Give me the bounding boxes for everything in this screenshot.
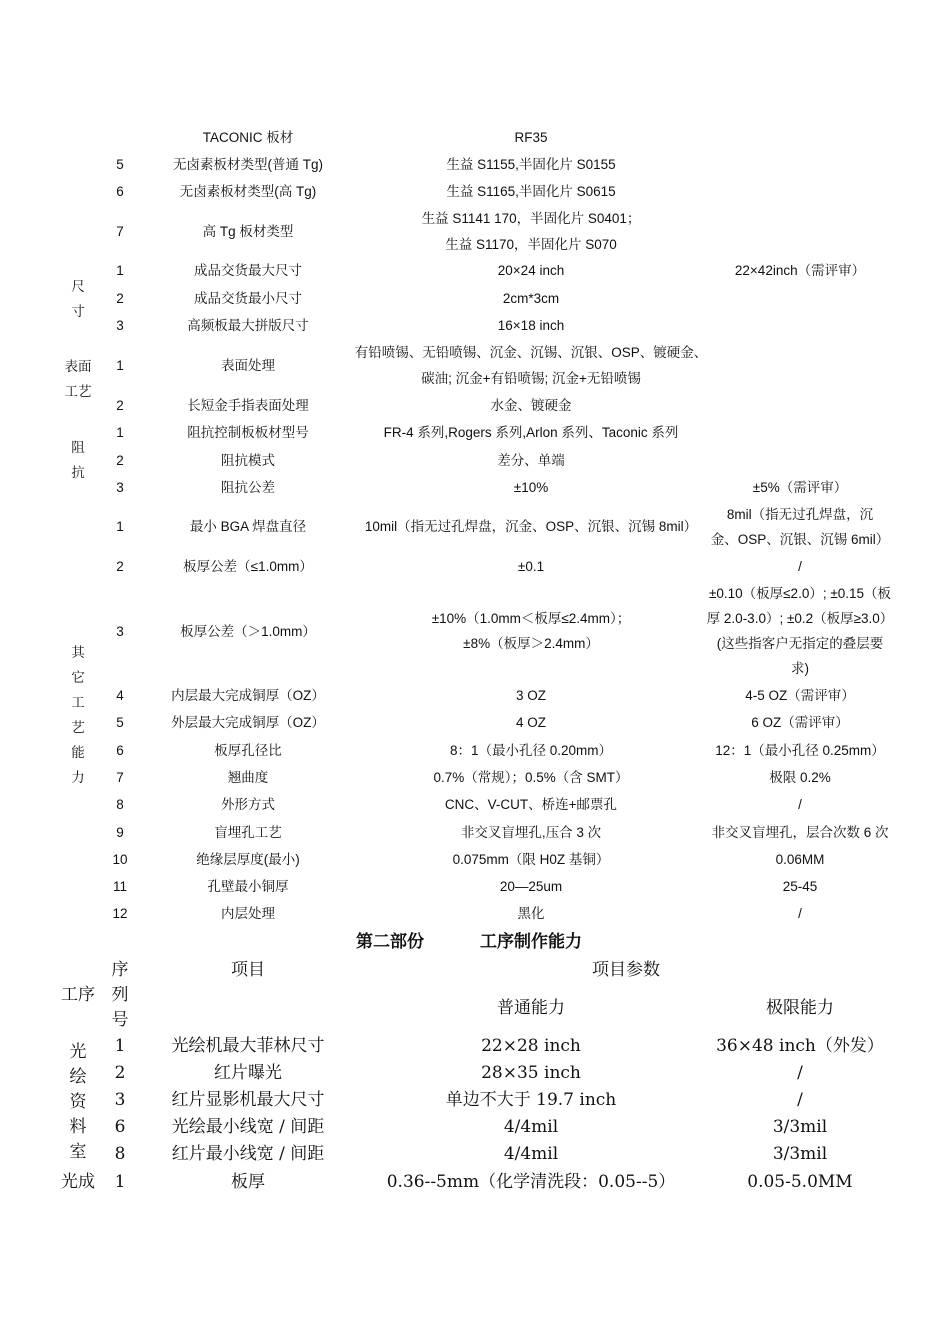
- limit-cell: 3/3mil: [772, 1144, 828, 1164]
- limit-cell: 25-45: [782, 879, 818, 894]
- section-label-photo-5: 室: [69, 1142, 87, 1162]
- normal-cell-line1: 生益 S1141 170，半固化片 S0401；: [421, 211, 641, 226]
- table-row: [0, 502, 950, 554]
- seq-cell: 1: [116, 358, 124, 373]
- table-row: [0, 206, 950, 258]
- item-cell: TACONIC 板材: [202, 130, 294, 145]
- seq-cell: 2: [116, 453, 124, 468]
- normal-cell: 10mil（指无过孔焊盘，沉金、OSP、沉银、沉锡 8mil）: [364, 519, 698, 534]
- item-cell: 高 Tg 板材类型: [202, 224, 294, 239]
- seq-cell: 1: [116, 519, 124, 534]
- normal-cell: 28×35 inch: [481, 1063, 581, 1083]
- normal-cell: 0.36--5mm（化学清洗段：0.05--5）: [386, 1172, 676, 1192]
- normal-cell: 0.075mm（限 H0Z 基铜）: [452, 852, 610, 867]
- table-row: [0, 901, 950, 926]
- section-label-other-1: 其: [71, 645, 85, 660]
- seq-cell: 6: [116, 184, 124, 199]
- header-params: 项目参数: [592, 960, 660, 980]
- seq-cell: 10: [112, 852, 128, 867]
- table-row: [0, 420, 950, 445]
- section-title: [0, 928, 950, 956]
- header-seq-2: 列: [111, 985, 129, 1005]
- section-label-size-1: 尺: [71, 279, 85, 294]
- limit-cell: 22×42inch（需评审）: [734, 263, 866, 278]
- section-label-other-2: 它: [71, 670, 85, 685]
- limit-cell: 12：1（最小孔径 0.25mm）: [715, 743, 885, 758]
- limit-cell-line2: 金、OSP、沉银、沉锡 6mil）: [710, 532, 890, 547]
- seq-cell: 8: [114, 1144, 126, 1164]
- table-row: [0, 1087, 950, 1114]
- normal-cell: 差分、单端: [497, 453, 565, 468]
- item-cell: 孔壁最小铜厚: [207, 879, 289, 894]
- limit-cell: /: [798, 559, 802, 574]
- section-label-photo-2: 绘: [69, 1067, 87, 1087]
- normal-cell: 4/4mil: [503, 1144, 559, 1164]
- item-cell: 外层最大完成铜厚（OZ）: [171, 715, 325, 730]
- normal-cell: 16×18 inch: [497, 318, 565, 333]
- section-label-other-3: 工: [71, 695, 85, 710]
- seq-cell: 6: [114, 1117, 126, 1137]
- normal-cell: 22×28 inch: [481, 1036, 581, 1056]
- limit-cell: 36×48 inch（外发）: [716, 1036, 884, 1056]
- seq-cell: 8: [116, 797, 124, 812]
- limit-cell-line4: 求): [791, 661, 809, 676]
- table-row: [0, 286, 950, 311]
- limit-cell: 0.06MM: [775, 852, 825, 867]
- normal-cell: 8：1（最小孔径 0.20mm）: [449, 743, 613, 758]
- limit-cell: 极限 0.2%: [769, 770, 831, 785]
- section-label-other-6: 力: [71, 770, 85, 785]
- limit-cell: 3/3mil: [772, 1117, 828, 1137]
- table-row: [0, 1169, 950, 1196]
- seq-cell: 5: [116, 157, 124, 172]
- table-row: [0, 179, 950, 204]
- section-label-size-2: 寸: [71, 304, 85, 319]
- limit-cell: /: [798, 906, 802, 921]
- normal-cell-line2: 生益 S1170，半固化片 S070: [445, 237, 617, 252]
- item-cell: 外形方式: [221, 797, 275, 812]
- seq-cell: 3: [116, 624, 124, 639]
- limit-cell-line1: 8mil（指无过孔焊盘，沉: [726, 507, 874, 522]
- section-title-part: 第二部份: [356, 932, 424, 951]
- table-row: [0, 710, 950, 735]
- seq-cell: 2: [116, 398, 124, 413]
- limit-cell: 4-5 OZ（需评审）: [745, 688, 855, 703]
- item-cell: 板厚孔径比: [214, 743, 282, 758]
- limit-cell: 0.05-5.0MM: [747, 1172, 853, 1192]
- table-row: [0, 738, 950, 763]
- seq-cell: 7: [116, 224, 124, 239]
- limit-cell: 非交叉盲埋孔，层合次数 6 次: [711, 825, 889, 840]
- table-row: [0, 683, 950, 708]
- seq-cell: 3: [114, 1090, 126, 1110]
- table-row: [0, 554, 950, 579]
- normal-cell: ±0.1: [517, 559, 545, 574]
- table-row: [0, 1141, 950, 1168]
- header-item: 项目: [231, 960, 265, 980]
- item-cell: 光绘最小线宽 / 间距: [171, 1117, 325, 1137]
- item-cell: 板厚公差（≤1.0mm）: [183, 559, 313, 574]
- seq-cell: 11: [112, 879, 127, 894]
- section-label-surface-1: 表面: [64, 359, 92, 374]
- section-label-photo-3: 资: [69, 1092, 87, 1112]
- section-label-next: 光成: [61, 1172, 95, 1192]
- seq-cell: 1: [114, 1172, 126, 1192]
- item-cell: 最小 BGA 焊盘直径: [189, 519, 307, 534]
- item-cell: 无卤素板材类型(普通 Tg): [173, 157, 323, 172]
- limit-cell: /: [798, 797, 802, 812]
- item-cell: 红片显影机最大尺寸: [171, 1090, 325, 1110]
- item-cell: 绝缘层厚度(最小): [196, 852, 300, 867]
- seq-cell: 5: [116, 715, 124, 730]
- normal-cell: ±10%: [513, 480, 549, 495]
- item-cell: 内层处理: [221, 906, 275, 921]
- table-row: [0, 475, 950, 500]
- item-cell: 盲埋孔工艺: [214, 825, 282, 840]
- item-cell: 光绘机最大菲林尺寸: [171, 1036, 325, 1056]
- header-normal: 普通能力: [497, 998, 565, 1018]
- item-cell: 板厚公差（＞1.0mm）: [180, 624, 316, 639]
- limit-cell: /: [797, 1090, 803, 1110]
- section-label-impedance-1: 阻: [71, 440, 85, 455]
- section-label-other-5: 能: [71, 745, 85, 760]
- normal-cell-line2: 碳油; 沉金+有铅喷锡; 沉金+无铅喷锡: [421, 371, 641, 386]
- section-label-impedance-2: 抗: [71, 465, 85, 480]
- table-row: [0, 581, 950, 685]
- table-row: [0, 152, 950, 177]
- normal-cell: 3 OZ: [515, 688, 546, 703]
- seq-cell: 2: [116, 559, 124, 574]
- item-cell: 红片曝光: [214, 1063, 282, 1083]
- seq-cell: 3: [116, 318, 124, 333]
- seq-cell: 1: [116, 425, 124, 440]
- table-row: [0, 792, 950, 817]
- normal-cell: 单边不大于 19.7 inch: [445, 1090, 617, 1110]
- table-row: [0, 1060, 950, 1087]
- item-cell: 成品交货最小尺寸: [194, 291, 302, 306]
- item-cell: 长短金手指表面处理: [187, 398, 309, 413]
- seq-cell: 3: [116, 480, 124, 495]
- item-cell: 阻抗控制板板材型号: [187, 425, 309, 440]
- seq-cell: 12: [112, 906, 128, 921]
- normal-cell: 0.7%（常规）；0.5%（含 SMT）: [433, 770, 629, 785]
- table-row: [0, 125, 950, 150]
- seq-cell: 2: [114, 1063, 126, 1083]
- seq-cell: 4: [116, 688, 124, 703]
- normal-cell: 2cm*3cm: [502, 291, 560, 306]
- header-seq-1: 序: [111, 960, 129, 980]
- normal-cell-line1: 有铅喷锡、无铅喷锡、沉金、沉锡、沉银、OSP、镀硬金、: [354, 345, 708, 360]
- normal-cell: 4 OZ: [515, 715, 546, 730]
- normal-cell: 非交叉盲埋孔,压合 3 次: [460, 825, 602, 840]
- section-title-name: 工序制作能力: [480, 932, 582, 951]
- header-process: 工序: [61, 985, 95, 1005]
- item-cell: 内层最大完成铜厚（OZ）: [171, 688, 325, 703]
- item-cell: 无卤素板材类型(高 Tg): [179, 184, 317, 199]
- normal-cell: 生益 S1155,半固化片 S0155: [446, 157, 616, 172]
- item-cell: 红片最小线宽 / 间距: [171, 1144, 325, 1164]
- table-row: [0, 258, 950, 283]
- limit-cell: 6 OZ（需评审）: [751, 715, 849, 730]
- normal-cell: 生益 S1165,半固化片 S0615: [446, 184, 616, 199]
- seq-cell: 1: [116, 263, 124, 278]
- seq-cell: 1: [114, 1036, 126, 1056]
- limit-cell-line3: (这些指客户无指定的叠层要: [716, 636, 884, 651]
- normal-cell-line2: ±8%（板厚＞2.4mm）: [463, 636, 599, 651]
- normal-cell: 20×24 inch: [497, 263, 565, 278]
- section-label-surface-2: 工艺: [64, 384, 92, 399]
- normal-cell: 20—25um: [499, 879, 563, 894]
- section-label-photo-4: 料: [69, 1117, 87, 1137]
- normal-cell: RF35: [514, 130, 548, 145]
- limit-cell-line1: ±0.10（板厚≤2.0）; ±0.15（板: [708, 586, 892, 601]
- table-row: [0, 340, 950, 392]
- limit-cell: ±5%（需评审）: [752, 480, 848, 495]
- item-cell: 板厚: [231, 1172, 265, 1192]
- limit-cell-line2: 厚 2.0-3.0）; ±0.2（板厚≥3.0）: [706, 611, 894, 626]
- table-row: [0, 1114, 950, 1141]
- item-cell: 翘曲度: [227, 770, 269, 785]
- table-row: [0, 1033, 950, 1060]
- table-row: [0, 820, 950, 845]
- seq-cell: 9: [116, 825, 124, 840]
- normal-cell: FR-4 系列,Rogers 系列,Arlon 系列、Taconic 系列: [383, 425, 679, 440]
- table-row: [0, 874, 950, 899]
- seq-cell: 2: [116, 291, 124, 306]
- item-cell: 阻抗模式: [221, 453, 275, 468]
- normal-cell: 黑化: [517, 906, 545, 921]
- table-row: [0, 313, 950, 338]
- header-seq-3: 号: [111, 1010, 129, 1030]
- table-row: [0, 847, 950, 872]
- item-cell: 阻抗公差: [221, 480, 275, 495]
- normal-cell: 4/4mil: [503, 1117, 559, 1137]
- section-label-photo-1: 光: [69, 1042, 87, 1062]
- seq-cell: 6: [116, 743, 124, 758]
- table-row: [0, 393, 950, 418]
- item-cell: 表面处理: [221, 358, 275, 373]
- limit-cell: /: [797, 1063, 803, 1083]
- table-row: [0, 765, 950, 790]
- section-label-other-4: 艺: [71, 720, 85, 735]
- table-row: [0, 448, 950, 473]
- seq-cell: 7: [116, 770, 124, 785]
- item-cell: 高频板最大拼版尺寸: [187, 318, 309, 333]
- normal-cell-line1: ±10%（1.0mm＜板厚≤2.4mm）；: [431, 611, 631, 626]
- item-cell: 成品交货最大尺寸: [194, 263, 302, 278]
- header-limit: 极限能力: [766, 998, 834, 1018]
- normal-cell: 水金、镀硬金: [490, 398, 572, 413]
- normal-cell: CNC、V-CUT、桥连+邮票孔: [444, 797, 618, 812]
